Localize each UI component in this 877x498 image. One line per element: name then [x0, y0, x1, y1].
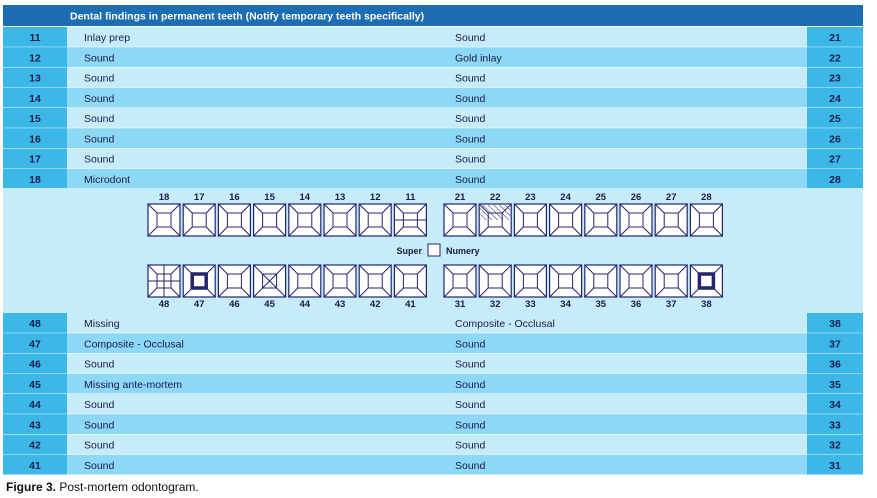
right-tooth-number: 25	[829, 113, 841, 126]
right-finding: Sound	[455, 439, 486, 452]
legend-box	[428, 244, 440, 256]
left-finding: Sound	[84, 92, 115, 105]
occlusal-surface	[664, 274, 678, 288]
right-tooth-number: 31	[829, 459, 841, 472]
left-tooth-number: 13	[29, 72, 41, 85]
right-finding: Sound	[455, 419, 486, 432]
row-background	[3, 435, 863, 455]
right-finding: Sound	[455, 92, 486, 105]
tooth-number-label: 26	[630, 192, 642, 203]
right-tooth-number: 28	[829, 173, 841, 186]
left-tooth-number: 11	[29, 32, 41, 45]
table-row	[3, 455, 863, 475]
left-tooth-number: 45	[29, 378, 41, 391]
left-finding: Sound	[84, 419, 115, 432]
right-tooth-number: 21	[829, 32, 841, 45]
tooth-number-label: 14	[299, 192, 311, 203]
tooth-number-label: 11	[405, 192, 416, 203]
tooth-number-label: 38	[701, 299, 712, 310]
tooth-number-label: 48	[158, 299, 170, 310]
right-tooth-number: 33	[829, 419, 841, 432]
upper-findings-table	[3, 27, 863, 189]
row-background	[3, 455, 863, 475]
right-tooth-number: 22	[829, 52, 841, 65]
tooth-number-label: 12	[369, 192, 381, 203]
right-tooth-number: 38	[829, 318, 841, 331]
right-tooth-number: 26	[829, 133, 841, 146]
occlusal-surface	[453, 213, 467, 227]
left-finding: Sound	[84, 72, 115, 85]
occlusal-surface	[629, 274, 643, 288]
lower-findings-table	[3, 313, 863, 475]
figure-caption	[6, 480, 199, 494]
left-tooth-number: 17	[29, 153, 41, 166]
tooth-number-label: 36	[630, 299, 642, 310]
tooth-number-label: 31	[454, 299, 466, 310]
left-tooth-number: 16	[29, 133, 41, 146]
row-background	[3, 149, 863, 169]
right-tooth-number: 32	[829, 439, 841, 452]
right-tooth-number: 36	[829, 358, 841, 371]
left-finding: Inlay prep	[84, 32, 131, 45]
occlusal-surface	[403, 274, 417, 288]
occlusal-surface	[594, 213, 608, 227]
table-row	[3, 128, 863, 148]
left-tooth-number: 18	[29, 173, 41, 186]
left-tooth-number: 43	[29, 419, 41, 432]
legend-numery-label: Numery	[446, 246, 480, 256]
occlusal-surface	[594, 274, 608, 288]
table-row	[3, 394, 863, 414]
tooth-number-label: 21	[454, 192, 466, 203]
left-tooth-number: 41	[29, 459, 41, 472]
tooth-number-label: 18	[158, 192, 170, 203]
tooth-number-label: 15	[264, 192, 275, 203]
left-finding: Sound	[84, 153, 115, 166]
right-tooth-number: 37	[829, 338, 841, 351]
occlusal-surface	[488, 274, 502, 288]
left-finding: Sound	[84, 399, 115, 412]
tooth-number-label: 44	[299, 299, 311, 310]
row-background	[3, 68, 863, 88]
right-finding: Sound	[455, 72, 486, 85]
left-finding: Sound	[84, 133, 115, 146]
occlusal-surface	[333, 213, 347, 227]
left-finding: Sound	[84, 439, 115, 452]
occlusal-surface	[227, 213, 241, 227]
left-tooth-number: 14	[29, 92, 41, 105]
tooth-number-label: 42	[369, 299, 381, 310]
left-finding: Sound	[84, 113, 115, 126]
row-background	[3, 108, 863, 128]
table-row	[3, 88, 863, 108]
occlusal-surface	[559, 213, 573, 227]
occlusal-surface	[333, 274, 347, 288]
right-finding: Sound	[455, 133, 486, 146]
left-tooth-number: 46	[29, 358, 41, 371]
row-background	[3, 414, 863, 434]
left-tooth-number: 42	[29, 439, 41, 452]
table-row	[3, 414, 863, 434]
left-finding: Sound	[84, 52, 115, 65]
right-finding: Sound	[455, 153, 486, 166]
table-row	[3, 374, 863, 394]
tooth-number-label: 24	[560, 192, 571, 203]
occlusal-surface	[368, 274, 382, 288]
occlusal-surface	[192, 213, 206, 227]
occlusal-surface	[559, 274, 573, 288]
left-finding: Missing	[84, 318, 120, 331]
occlusal-surface	[157, 213, 171, 227]
legend-super-label: Super	[396, 246, 422, 256]
right-finding: Sound	[455, 459, 486, 472]
tooth-number-label: 47	[193, 299, 205, 310]
row-background	[3, 354, 863, 374]
tooth-number-label: 17	[193, 192, 205, 203]
row-background	[3, 313, 863, 333]
right-tooth-number: 34	[829, 399, 841, 412]
tooth-number-label: 33	[525, 299, 536, 310]
row-background	[3, 47, 863, 67]
left-tooth-number: 15	[29, 113, 41, 126]
table-row	[3, 313, 863, 333]
right-finding: Sound	[455, 358, 486, 371]
tooth-number-label: 35	[595, 299, 607, 310]
table-row	[3, 169, 863, 189]
right-finding: Sound	[455, 32, 486, 45]
legend	[396, 244, 479, 256]
occlusal-surface	[263, 213, 277, 227]
row-background	[3, 394, 863, 414]
table-title: Dental findings in permanent teeth (Notify temporary teeth specifically)	[70, 10, 425, 23]
table-row	[3, 47, 863, 67]
tooth-number-label: 45	[264, 299, 275, 310]
tooth-number-label: 41	[405, 299, 416, 310]
tooth-number-label: 23	[525, 192, 536, 203]
occlusal-surface	[523, 213, 537, 227]
right-finding: Sound	[455, 399, 486, 412]
row-background	[3, 128, 863, 148]
tooth-number-label: 43	[334, 299, 346, 310]
occlusal-surface	[629, 213, 643, 227]
row-background	[3, 27, 863, 47]
tooth-number-label: 32	[489, 299, 501, 310]
tooth-number-label: 46	[229, 299, 240, 310]
tooth-number-label: 16	[229, 192, 240, 203]
occlusal-surface	[227, 274, 241, 288]
tooth-number-label: 27	[665, 192, 677, 203]
right-tooth-number: 35	[829, 378, 841, 391]
left-finding: Missing ante-mortem	[84, 378, 183, 391]
occlusal-surface	[298, 274, 312, 288]
left-finding: Composite - Occlusal	[84, 338, 184, 351]
table-row	[3, 149, 863, 169]
tooth-number-label: 28	[701, 192, 712, 203]
left-finding: Sound	[84, 459, 115, 472]
tooth-number-label: 22	[489, 192, 501, 203]
left-tooth-number: 44	[29, 399, 41, 412]
tooth-number-label: 34	[560, 299, 571, 310]
caption-text: Post-mortem odontogram.	[59, 480, 199, 494]
table-row	[3, 435, 863, 455]
left-tooth-number: 12	[29, 52, 41, 65]
occlusal-surface	[523, 274, 537, 288]
table-row	[3, 333, 863, 353]
occlusal-surface	[453, 274, 467, 288]
left-finding: Microdont	[84, 173, 131, 186]
table-row	[3, 108, 863, 128]
right-tooth-number: 23	[829, 72, 841, 85]
occlusal-surface	[664, 213, 678, 227]
tooth-number-label: 37	[665, 299, 677, 310]
occlusal-surface	[298, 213, 312, 227]
row-background	[3, 169, 863, 189]
table-row	[3, 354, 863, 374]
right-tooth-number: 24	[829, 92, 841, 105]
row-background	[3, 88, 863, 108]
left-finding: Sound	[84, 358, 115, 371]
left-tooth-number: 47	[29, 338, 41, 351]
tooth-number-label: 25	[595, 192, 607, 203]
right-finding: Sound	[455, 378, 486, 391]
left-tooth-number: 48	[29, 318, 41, 331]
right-finding: Sound	[455, 113, 486, 126]
right-finding: Gold inlay	[455, 52, 502, 65]
table-row	[3, 27, 863, 47]
occlusal-surface	[368, 213, 382, 227]
caption-label: Figure 3.	[6, 480, 57, 494]
tooth-number-label: 13	[334, 192, 346, 203]
gold-inlay-hatch	[480, 205, 510, 220]
right-finding: Composite - Occlusal	[455, 318, 555, 331]
table-row	[3, 68, 863, 88]
occlusal-surface	[699, 213, 713, 227]
right-finding: Sound	[455, 173, 486, 186]
right-tooth-number: 27	[829, 153, 841, 166]
right-finding: Sound	[455, 338, 486, 351]
